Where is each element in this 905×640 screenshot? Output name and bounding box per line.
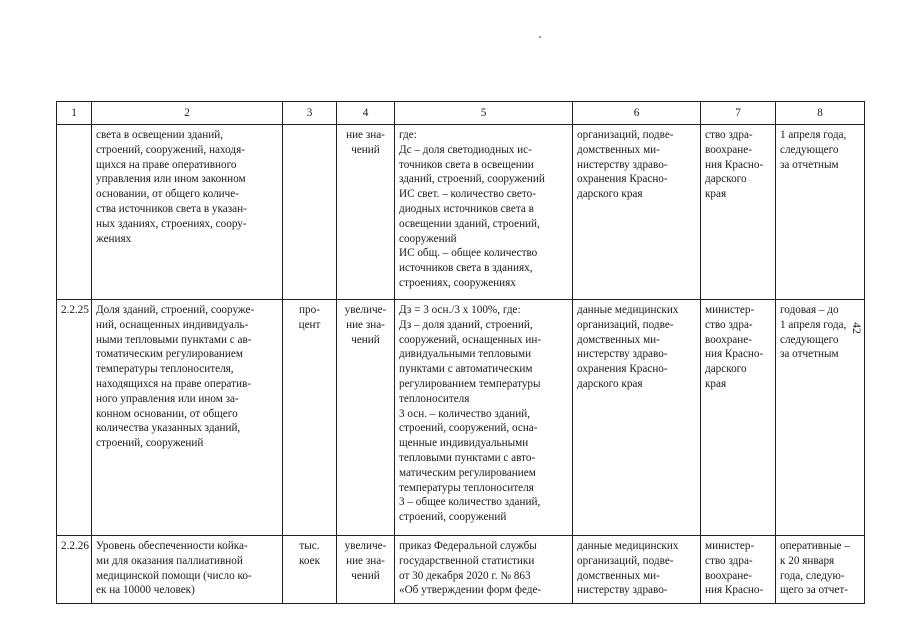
period: годовая – до 1 апреля года, следующего за отчетным (776, 300, 865, 536)
formula: Дз = 3 осн./3 х 100%, где: Дз – доля зданий, строений, сооружений, оснащенных ин- дивидуальными тепловыми пунктами с автоматическим регулированием температуры теплоносителя 3 осн. – количество зданий, строений, сооружений, осна- щенные индивидуальными тепловыми пунктами с авто- матическим регулированием температуры теплоносителя 3 – общее количество зданий, строений, сооружений (395, 300, 573, 536)
row-number: 2.2.25 (57, 300, 92, 536)
header-cell: 5 (395, 102, 573, 125)
table-row (57, 300, 865, 536)
data-source: организаций, подве- домственных ми- нистерству здраво- охранения Красно- дарского края (573, 125, 701, 300)
header-cell: 4 (337, 102, 395, 125)
direction: ние зна- чений (337, 125, 395, 300)
indicator-name: Доля зданий, строений, сооруже- ний, оснащенных индивидуаль- ными тепловыми пунктами с ав- томатическим регулированием температуры теплоносителя, находящихся на праве оператив- ного управления или ином за- конном основании, от общего количества указанных зданий, строений, сооружений (92, 300, 283, 536)
period: оперативные – к 20 января года, следую- щего за отчет- (776, 536, 865, 604)
data-source: данные медицинских организаций, подве- домственных ми- нистерству здраво- охранения Красно- дарского края (573, 300, 701, 536)
row-number (57, 125, 92, 300)
page-number: 42 (850, 322, 864, 334)
header-cell: 8 (776, 102, 865, 125)
responsible: ство здра- воохране- ния Красно- дарского края (701, 125, 776, 300)
responsible: министер- ство здра- воохране- ния Красно- (701, 536, 776, 604)
header-cell: 3 (283, 102, 337, 125)
header-row (57, 102, 865, 125)
formula: приказ Федеральной службы государственной статистики от 30 декабря 2020 г. № 863 «Об утверждении форм феде- (395, 536, 573, 604)
unit: тыс. коек (283, 536, 337, 604)
unit (283, 125, 337, 300)
direction: увеличе- ние зна- чений (337, 300, 395, 536)
header-cell: 6 (573, 102, 701, 125)
row-number: 2.2.26 (57, 536, 92, 604)
scan-speck (539, 36, 541, 38)
unit: про- цент (283, 300, 337, 536)
table-row (57, 536, 865, 604)
data-source: данные медицинских организаций, подве- домственных ми- нистерству здраво- (573, 536, 701, 604)
direction: увеличе- ние зна- чений (337, 536, 395, 604)
indicators-table (56, 101, 865, 604)
formula: где: Дс – доля светодиодных ис- точников света в освещении зданий, строений, сооружений ИС свет. – количество свето- диодных источников света в освещении зданий, строений, сооружений ИС общ. – общее количество источников света в зданиях, строениях, сооружениях (395, 125, 573, 300)
period: 1 апреля года, следующего за отчетным (776, 125, 865, 300)
header-cell: 2 (92, 102, 283, 125)
table-row (57, 125, 865, 300)
responsible: министер- ство здра- воохране- ния Красно- дарского края (701, 300, 776, 536)
header-cell: 7 (701, 102, 776, 125)
indicator-name: света в освещении зданий, строений, сооружений, находя- щихся на праве оперативного управления или ином законном основании, от общего количе- ства источников света в указан- ных зданиях, строениях, соору- жениях (92, 125, 283, 300)
indicator-name: Уровень обеспеченности койка- ми для оказания паллиативной медицинской помощи (число ко- ек на 10000 человек) (92, 536, 283, 604)
header-cell: 1 (57, 102, 92, 125)
